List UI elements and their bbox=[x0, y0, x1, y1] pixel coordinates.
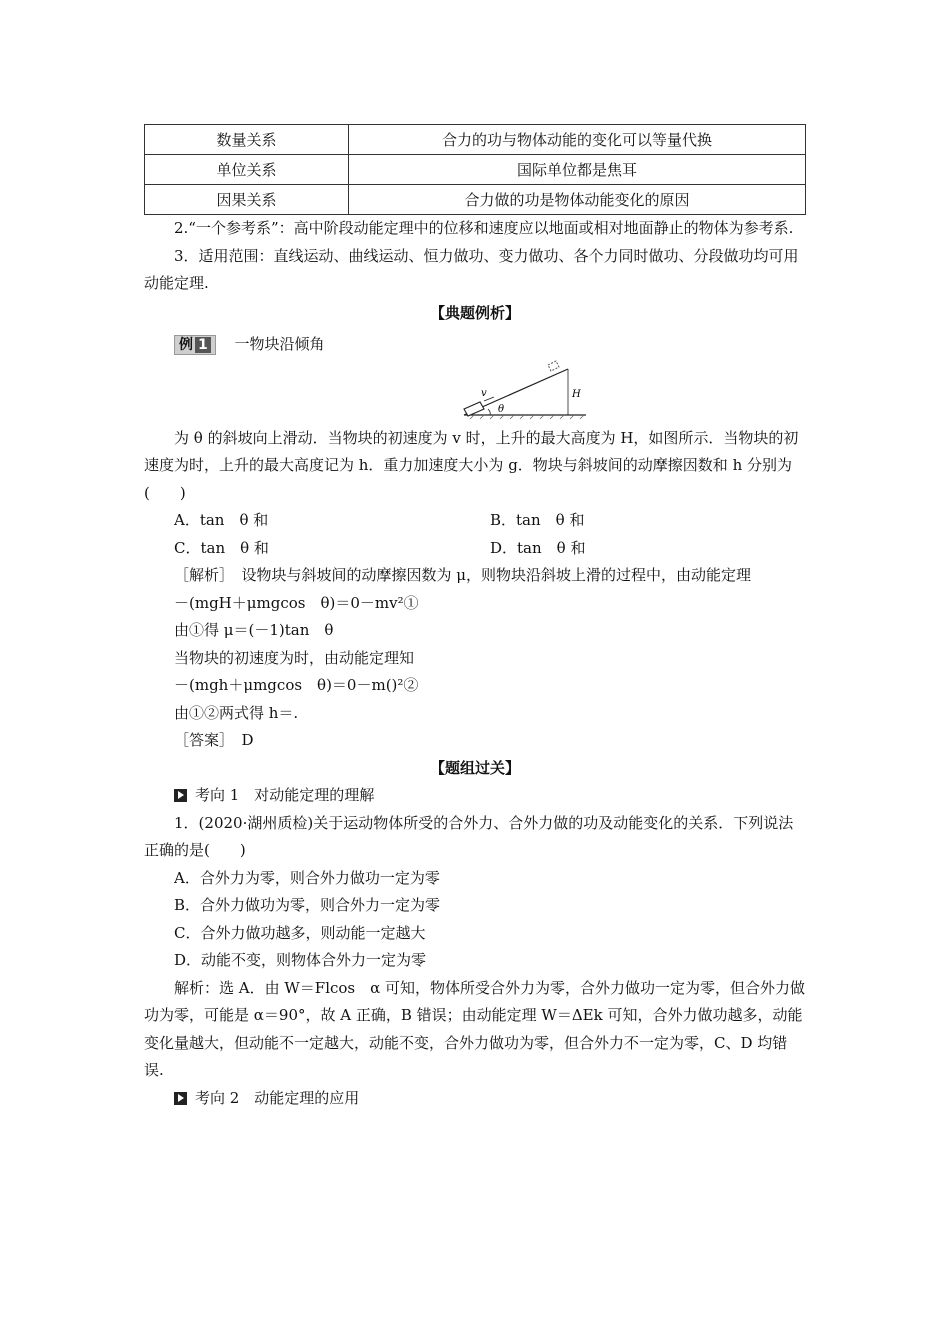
document-page bbox=[144, 124, 806, 1112]
section-heading-examples: 【典题例析】 bbox=[429, 303, 520, 322]
direction-1: 考向 1 对动能定理的理解 bbox=[144, 782, 806, 810]
question-1-analysis: 解析：选 A．由 W＝Flcos α 可知，物体所受合外力为零，合外力做功一定为零，但合外力做功为零，可能是 α＝90°，故 A 正确，B 错误；由动能定理 W＝ΔEk 可知，合外力做功越多，动能变化量越大，但动能不一定越大，动能不变，合外力做功为零，但合外力不一定为零，C、D 均错误. bbox=[144, 978, 806, 1079]
angle-label: θ bbox=[498, 403, 505, 415]
block-shape bbox=[464, 402, 484, 416]
question-1-option-a: A．合外力为零，则合外力做功一定为零 bbox=[174, 868, 440, 887]
example-badge: 例 1 bbox=[174, 335, 216, 355]
analysis-line: 当物块的初速度为时，由动能定理知 bbox=[174, 648, 415, 667]
table-cell-value: 合力做的功是物体动能变化的原因 bbox=[349, 185, 806, 215]
play-icon bbox=[174, 789, 187, 802]
example-options-row bbox=[144, 507, 806, 535]
incline-figure bbox=[144, 359, 806, 425]
analysis-line: 由①得 μ＝(－1)tan θ bbox=[174, 621, 334, 639]
analysis-line: 由①②两式得 h＝. bbox=[174, 703, 299, 722]
question-1-option-c: C．合外力做功越多，则动能一定越大 bbox=[174, 923, 426, 942]
block-final-shape bbox=[548, 361, 559, 371]
velocity-label: v bbox=[481, 387, 487, 399]
height-label: H bbox=[572, 388, 581, 400]
table-cell-value: 合力的功与物体动能的变化可以等量代换 bbox=[349, 125, 806, 155]
play-icon bbox=[174, 1092, 187, 1105]
example-options-row bbox=[144, 535, 806, 563]
example-intro-text: 一物块沿倾角 bbox=[234, 335, 325, 353]
table-row bbox=[145, 155, 806, 185]
analysis-line: －(mgH＋μmgcos θ)＝0－mv²① bbox=[174, 593, 419, 612]
question-1-option-b: B．合外力做功为零，则合外力一定为零 bbox=[174, 896, 441, 914]
table-cell-value: 国际单位都是焦耳 bbox=[349, 155, 806, 185]
analysis-line: －(mgh＋μmgcos θ)＝0－m()²② bbox=[174, 676, 419, 694]
example-stem: 为 θ 的斜坡向上滑动．当物块的初速度为 v 时，上升的最大高度为 H，如图所示．当物块的初速度为时，上升的最大高度记为 h．重力加速度大小为 g．物块与斜坡间的动摩擦因数和 h 分别为( ) bbox=[144, 428, 799, 502]
analysis-line: ［解析］ 设物块与斜坡间的动摩擦因数为 μ，则物块沿斜坡上滑的过程中，由动能定理 bbox=[174, 566, 752, 584]
option-b: B．tan θ 和 bbox=[490, 511, 585, 529]
table-cell-key: 数量关系 bbox=[145, 125, 349, 155]
direction-2: 考向 2 动能定理的应用 bbox=[144, 1085, 806, 1113]
option-d: D．tan θ 和 bbox=[490, 538, 586, 557]
answer-line: ［答案］ D bbox=[174, 731, 254, 749]
question-1-stem: 1．(2020·湖州质检)关于运动物体所受的合外力、合外力做的功及动能变化的关系．下列说法正确的是( ) bbox=[144, 813, 794, 859]
relation-table bbox=[144, 124, 806, 215]
paragraph-reference-frame: 2.“一个参考系”：高中阶段动能定理中的位移和速度应以地面或相对地面静止的物体为参考系. bbox=[174, 219, 794, 237]
table-row bbox=[145, 125, 806, 155]
section-heading-practice: 【题组过关】 bbox=[429, 758, 520, 777]
option-a: A．tan θ 和 bbox=[174, 511, 269, 529]
table-cell-key: 因果关系 bbox=[145, 185, 349, 215]
table-cell-key: 单位关系 bbox=[145, 155, 349, 185]
table-row bbox=[145, 185, 806, 215]
example-intro bbox=[144, 331, 806, 359]
question-1-option-d: D．动能不变，则物体合外力一定为零 bbox=[174, 951, 427, 969]
incline-diagram bbox=[460, 359, 600, 423]
option-c: C．tan θ 和 bbox=[174, 538, 269, 557]
paragraph-scope: 3．适用范围：直线运动、曲线运动、恒力做功、变力做功、各个力同时做功、分段做功均可用动能定理. bbox=[144, 246, 799, 292]
